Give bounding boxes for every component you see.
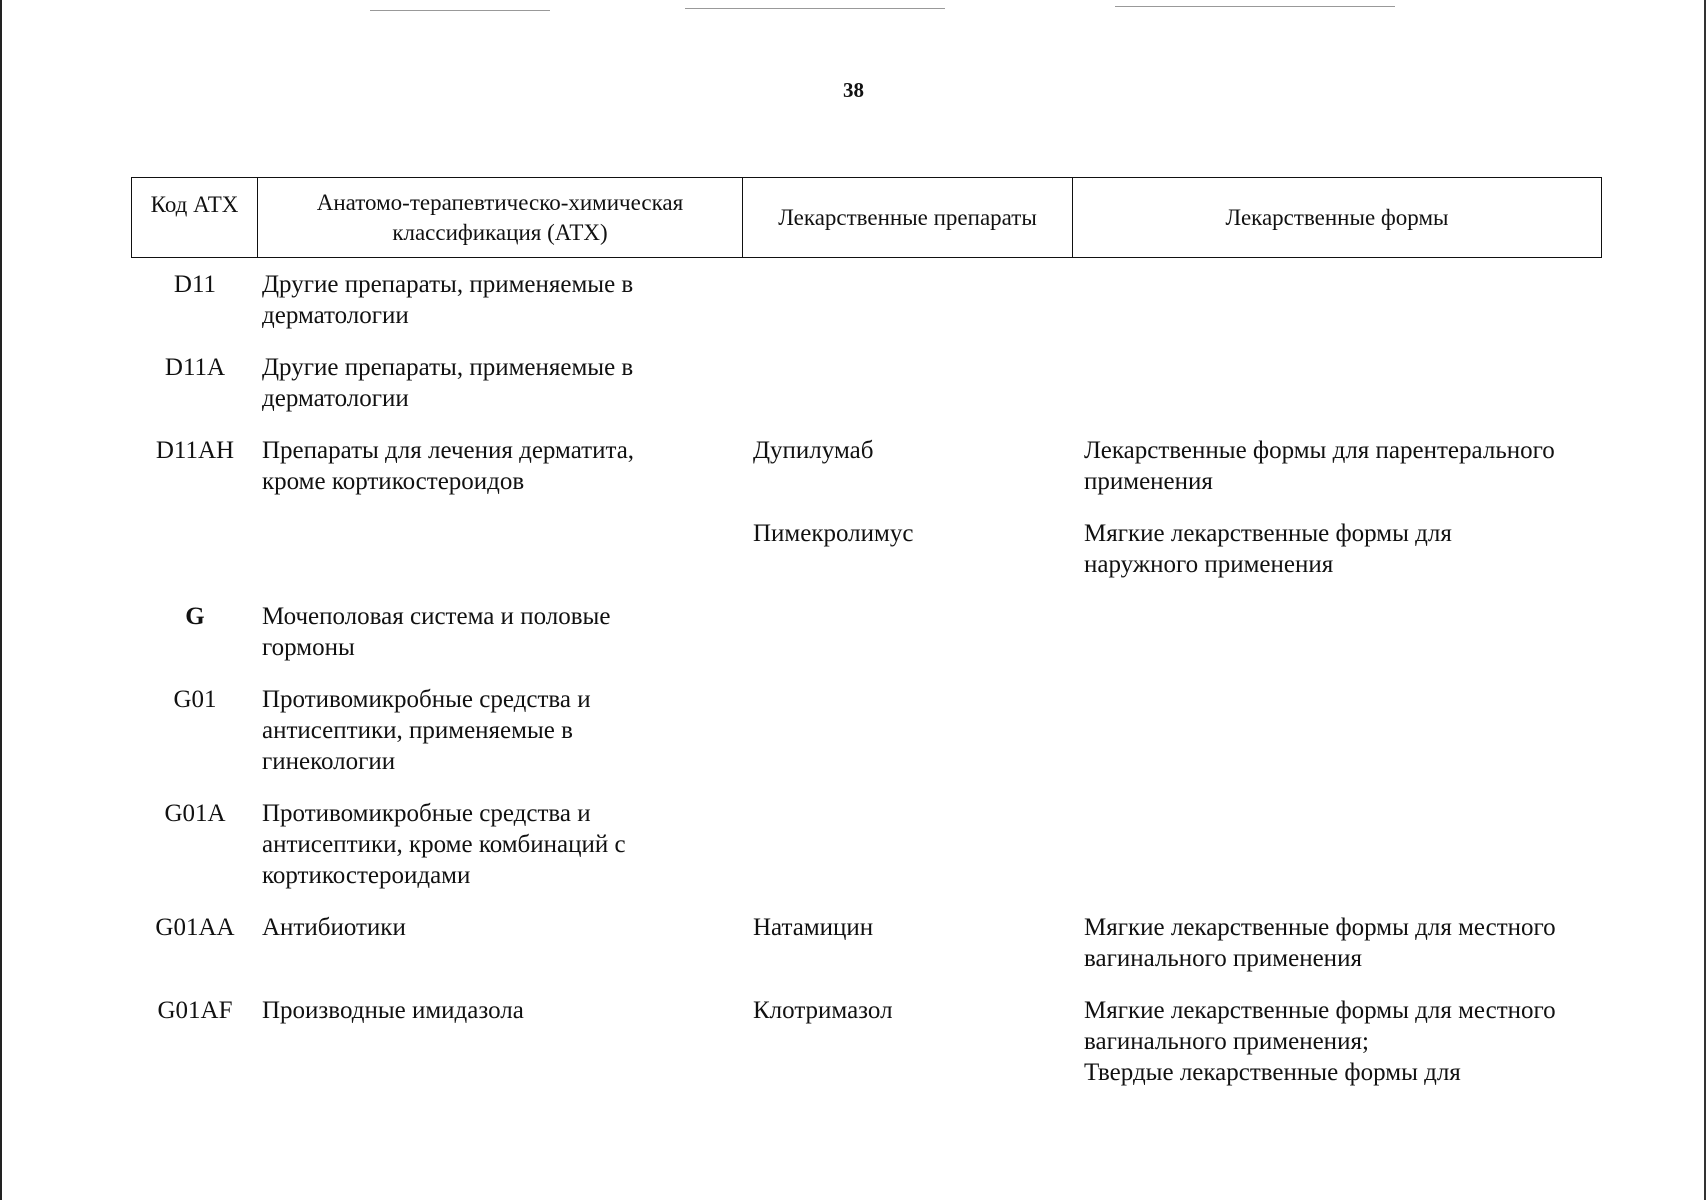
cell-form: [1072, 352, 1602, 435]
cell-atx-line: кортикостероидами: [262, 862, 471, 889]
cell-drug: [742, 995, 1072, 1088]
cell-drug-line: Натамицин: [753, 914, 874, 941]
cell-atx-line: Препараты для лечения дерматита,: [262, 437, 635, 464]
table-row: [131, 269, 1602, 352]
cell-atx: [257, 912, 742, 995]
scan-right-edge: [1704, 0, 1706, 1200]
cell-drug-line: Пимекролимус: [753, 520, 914, 547]
cell-form: [1072, 269, 1602, 352]
table-row: [131, 684, 1602, 798]
cell-atx-line: Мочеполовая система и половые: [262, 603, 611, 630]
cell-atx-line: Противомикробные средства и: [262, 800, 591, 827]
cell-atx-line: антисептики, кроме комбинаций с: [262, 831, 626, 858]
cell-atx-line: кроме кортикостероидов: [262, 468, 525, 495]
cell-atx-line: Другие препараты, применяемые в: [262, 271, 634, 298]
cell-code: D11A: [164, 354, 226, 381]
cell-atx-line: Антибиотики: [262, 914, 406, 941]
table-row: [131, 601, 1602, 684]
header-atx-line: Анатомо-терапевтическо-химическая: [316, 189, 684, 215]
cell-code: G01AA: [155, 914, 235, 941]
cell-form-line: Мягкие лекарственные формы для: [1084, 520, 1452, 547]
cell-code: [131, 518, 257, 601]
cell-form: [1072, 684, 1602, 798]
scan-artifact-line: [1115, 6, 1395, 7]
cell-form: [1072, 518, 1602, 601]
cell-form-line: вагинального применения: [1084, 945, 1362, 972]
header-drugs: Лекарственные препараты: [743, 178, 1073, 257]
cell-drug: [742, 269, 1072, 352]
cell-drug: [742, 435, 1072, 518]
cell-form-line: Лекарственные формы для парентерального: [1084, 437, 1555, 464]
cell-atx: [257, 684, 742, 798]
cell-atx-line: дерматологии: [262, 302, 409, 329]
cell-code: G01AF: [157, 997, 233, 1024]
cell-form: [1072, 912, 1602, 995]
cell-drug: [742, 912, 1072, 995]
cell-form-line: Твердые лекарственные формы для: [1084, 1059, 1461, 1086]
cell-atx: [257, 995, 742, 1088]
scan-artifact-line: [370, 10, 550, 11]
cell-drug: [742, 601, 1072, 684]
cell-drug: [742, 684, 1072, 798]
cell-atx-line: Другие препараты, применяемые в: [262, 354, 634, 381]
table-row: [131, 995, 1602, 1088]
cell-atx-line: гинекологии: [262, 748, 396, 775]
cell-drug: [742, 798, 1072, 912]
scan-left-edge: [0, 0, 2, 1200]
cell-atx: [257, 269, 742, 352]
header-code: Код АТХ: [132, 178, 258, 257]
cell-form: [1072, 601, 1602, 684]
cell-code: G: [185, 603, 205, 630]
cell-atx-line: антисептики, применяемые в: [262, 717, 573, 744]
cell-form-line: применения: [1084, 468, 1213, 495]
header-forms: Лекарственные формы: [1225, 204, 1449, 230]
cell-atx-line: Противомикробные средства и: [262, 686, 591, 713]
cell-code: D11: [173, 271, 217, 298]
table-row: [131, 435, 1602, 518]
cell-form: [1072, 995, 1602, 1088]
cell-drug: [742, 518, 1072, 601]
cell-code: D11AH: [155, 437, 235, 464]
cell-code: G01: [173, 686, 217, 713]
cell-form: [1072, 435, 1602, 518]
cell-atx: [257, 798, 742, 912]
cell-atx: [257, 352, 742, 435]
cell-atx-line: Производные имидазола: [262, 997, 524, 1024]
cell-drug: [742, 352, 1072, 435]
cell-code: G01A: [164, 800, 226, 827]
cell-atx-line: дерматологии: [262, 385, 409, 412]
cell-form-line: Мягкие лекарственные формы для местного: [1084, 997, 1556, 1024]
page-number: 38: [843, 78, 864, 102]
cell-drug-line: Дупилумаб: [753, 437, 874, 464]
table-row: [131, 352, 1602, 435]
cell-form-line: Мягкие лекарственные формы для местного: [1084, 914, 1556, 941]
table-row: [131, 518, 1602, 601]
table-row: [131, 912, 1602, 995]
scan-artifact-line: [685, 8, 945, 9]
cell-atx: [257, 601, 742, 684]
table-header: [131, 177, 1602, 258]
cell-atx-line: гормоны: [262, 634, 355, 661]
cell-drug-line: Клотримазол: [753, 997, 893, 1024]
table-body: [131, 269, 1602, 1088]
header-atx: [258, 178, 743, 257]
table-row: [131, 798, 1602, 912]
cell-atx: [257, 435, 742, 518]
cell-form-line: наружного применения: [1084, 551, 1334, 578]
cell-atx: [257, 518, 742, 601]
header-atx-line: классификация (АТХ): [392, 219, 608, 245]
cell-form: [1072, 798, 1602, 912]
cell-form-line: вагинального применения;: [1084, 1028, 1369, 1055]
